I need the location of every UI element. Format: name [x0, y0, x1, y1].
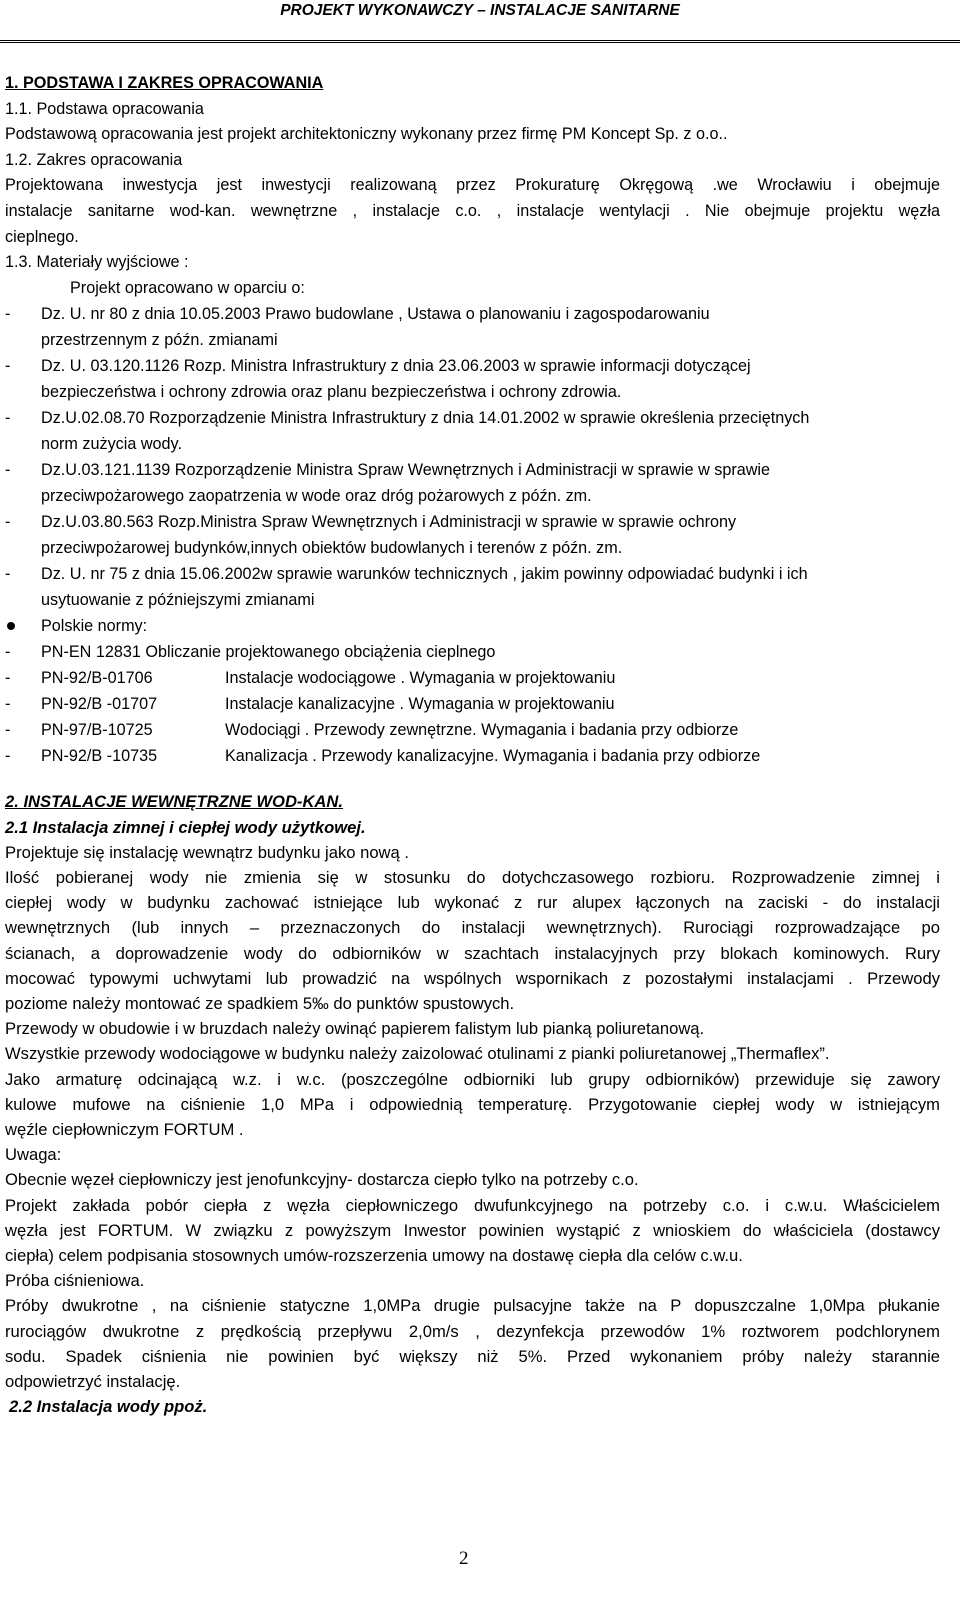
subsection-1-2-line: Projektowana inwestycja jest inwestycji realizowaną przez Prokuraturę Okręgową .we Wrocławiu i obejmuje [5, 176, 940, 195]
norms-heading-item [5, 613, 940, 639]
body-line: rurociągów dwukrotne z prędkością przepływu 2,0m/s , dezynfekcja przewodów 1% roztworem podchlorynem [5, 1321, 940, 1341]
subsection-1-1-text: Podstawową opracowania jest projekt architektoniczny wykonany przez firmę PM Koncept Sp. z o.o.. [5, 125, 728, 144]
list-dash: - [5, 695, 11, 714]
body-line: Projektuje się instalację wewnątrz budynku jako nową . [5, 842, 409, 862]
list-item [5, 353, 940, 405]
list-item [5, 639, 940, 665]
norm-code: PN-92/B -10735 [41, 747, 158, 766]
body-line: sodu. Spadek ciśnienia nie powinien być większy niż 5%. Przed wykonaniem próby należy starannie [5, 1346, 940, 1366]
body-line: Ilość pobieranej wody nie zmienia się w stosunku do dotychczasowego rozbioru. Rozprowadzenie zimnej i [5, 867, 940, 887]
norm-row [5, 743, 940, 769]
list-dash: - [5, 461, 11, 480]
norms-heading: Polskie normy: [41, 617, 148, 636]
list-dash: - [5, 721, 11, 740]
body-line: Projekt zakłada pobór ciepła z węzła ciepłowniczego dwufunkcyjnego na potrzeby c.o. i c.w.u. Właścicielem [5, 1195, 940, 1215]
body-line: Przewody w obudowie i w bruzdach należy owinąć papierem falistym lub pianką poliuretanową. [5, 1019, 705, 1039]
page-header [0, 0, 960, 24]
norm-code: PN-92/B -01707 [41, 695, 158, 714]
body-line: wewnętrznych (lub innych – przeznaczonych do instalacji wewnętrznych). Rurociągi rozprowadzające po [5, 918, 940, 938]
norm-row [5, 665, 940, 691]
list-item [5, 457, 940, 509]
section-spacer [5, 769, 940, 789]
norm-code: PN-92/B-01706 [41, 669, 153, 688]
subsection-2-1-heading: 2.1 Instalacja zimnej i ciepłej wody użytkowej. [5, 817, 366, 837]
body-line: Uwaga: [5, 1145, 62, 1165]
list-item [5, 509, 940, 561]
norm-description: Instalacje kanalizacyjne . Wymagania w projektowaniu [225, 695, 615, 714]
subsection-1-2-line: instalacje sanitarne wod-kan. wewnętrzne , instalacje c.o. , instalacje wentylacji . Nie obejmuje projektu węzła [5, 201, 940, 220]
list-item-text: Dz.U.03.121.1139 Rozporządzenie Ministra Spraw Wewnętrznych i Administracji w sprawie w sprawie [41, 461, 771, 480]
body-line: Próba ciśnieniowa. [5, 1271, 145, 1291]
subsection-1-2-line: cieplnego. [5, 227, 79, 246]
list-dash: - [5, 565, 11, 584]
body-line: węzła jest FORTUM. W związku z powyższym Inwestor powinien wystąpić z wnioskiem do właściciela (dostawcy [5, 1220, 940, 1240]
body-line: kulowe mufowe na ciśnienie 1,0 MPa i odpowiednią temperaturę. Przygotowanie ciepłej wody w istniejącym [5, 1094, 940, 1114]
body-line: ciepła) celem podpisania stosownych umów-rozszerzenia umowy na dostawę ciepła dla celów c.w.u. [5, 1246, 743, 1265]
subsection-1-3-heading: 1.3. Materiały wyjściowe : [5, 253, 189, 272]
list-item [5, 405, 940, 457]
list-item-text: bezpieczeństwa i ochrony zdrowia oraz planu bezpieczeństwa i ochrony zdrowia. [41, 383, 622, 402]
body-line: ścianach, a doprowadzenie wody do odbiorników w szachtach instalacyjnych przy blokach kominowych. Rury [5, 943, 940, 963]
list-dash: - [5, 747, 11, 766]
section-1-heading: 1. PODSTAWA I ZAKRES OPRACOWANIA [5, 74, 324, 92]
body-line: węźle ciepłowniczym FORTUM . [5, 1119, 244, 1139]
list-dash: - [5, 669, 11, 688]
body-line: odpowietrzyć instalację. [5, 1372, 181, 1392]
list-dash: - [5, 305, 11, 324]
norm-description: Kanalizacja . Przewody kanalizacyjne. Wymagania i badania przy odbiorze [225, 747, 761, 766]
list-dash: - [5, 357, 11, 376]
body-line: ciepłej wody w budynku zachować istniejące lub wykonać z rur alupex łączonych na zaciski - do instalacji [5, 893, 940, 913]
body-line: Próby dwukrotne , na ciśnienie statyczne 1,0MPa drugie pulsacyjne także na P dopuszczalne 1,0Mpa płukanie [5, 1296, 940, 1316]
list-item-text: Dz. U. 03.120.1126 Rozp. Ministra Infrastruktury z dnia 23.06.2003 w sprawie informacji dotyczącej [41, 357, 751, 376]
list-item [5, 561, 940, 613]
list-item-text: usytuowanie z późniejszymi zmianami [41, 591, 315, 610]
subsection-1-1-heading: 1.1. Podstawa opracowania [5, 99, 204, 118]
body-line: Wszystkie przewody wodociągowe w budynku należy zaizolować otulinami z pianki poliuretanowej „Thermaflex”. [5, 1044, 830, 1064]
list-item-text: przeciwpożarowej budynków,innych obiektów budowlanych i terenów z późn. zm. [41, 539, 623, 558]
subsection-1-2-heading: 1.2. Zakres opracowania [5, 150, 183, 169]
document-body [5, 71, 940, 1419]
body-line: Jako armaturę odcinającą w.z. i w.c. (poszczególne odbiorniki lub grupy odbiorników) przewiduje się zawory [5, 1069, 940, 1089]
list-dash: - [5, 643, 11, 662]
section-2-heading: 2. INSTALACJE WEWNĘTRZNE WOD-KAN. [5, 792, 344, 812]
list-dash: - [5, 409, 11, 428]
norm-text: PN-EN 12831 Obliczanie projektowanego obciążenia cieplnego [41, 643, 496, 662]
norm-row [5, 717, 940, 743]
list-item-text: Dz. U. nr 75 z dnia 15.06.2002w sprawie warunków technicznych , jakim powinny odpowiadać budynki i ich [41, 565, 808, 584]
list-item-text: Dz.U.03.80.563 Rozp.Ministra Spraw Wewnętrznych i Administracji w sprawie w sprawie ochrony [41, 513, 737, 532]
norm-description: Instalacje wodociągowe . Wymagania w projektowaniu [225, 669, 616, 688]
norm-description: Wodociągi . Przewody zewnętrzne. Wymagania i badania przy odbiorze [225, 721, 739, 740]
subsection-1-3-intro: Projekt opracowano w oparciu o: [70, 278, 305, 297]
body-line: Obecnie węzeł ciepłowniczy jest jenofunkcyjny- dostarcza ciepło tylko na potrzeby c.o. [5, 1170, 639, 1190]
header-title: PROJEKT WYKONAWCZY – INSTALACJE SANITARNE [280, 2, 680, 19]
header-rule-secondary [0, 42, 960, 43]
page-number: 2 [459, 1548, 469, 1569]
list-item [5, 301, 940, 353]
norm-row [5, 691, 940, 717]
regulations-list [5, 301, 940, 613]
subsection-2-2-heading: 2.2 Instalacja wody ppoż. [9, 1397, 208, 1417]
list-dash: - [5, 513, 11, 532]
norms-list [5, 665, 940, 769]
header-rule [0, 40, 960, 41]
list-item-text: norm zużycia wody. [41, 435, 182, 454]
body-line: mocować typowymi uchwytami lub prowadzić na wspólnych wspornikach z pozostałymi instalacjami . Przewody [5, 968, 940, 988]
list-item-text: Dz.U.02.08.70 Rozporządzenie Ministra Infrastruktury z dnia 14.01.2002 w sprawie określenia przeciętnych [41, 409, 810, 428]
list-item-text: Dz. U. nr 80 z dnia 10.05.2003 Prawo budowlane , Ustawa o planowaniu i zagospodarowaniu [41, 305, 710, 324]
body-line: poziome należy montować ze spadkiem 5‰ do punktów spustowych. [5, 993, 515, 1013]
section-2 [5, 789, 940, 1419]
list-item-text: przeciwpożarowego zaopatrzenia w wode oraz dróg pożarowych z późn. zm. [41, 487, 592, 506]
norm-code: PN-97/B-10725 [41, 721, 153, 740]
list-item-text: przestrzennym z późn. zmianami [41, 331, 278, 350]
